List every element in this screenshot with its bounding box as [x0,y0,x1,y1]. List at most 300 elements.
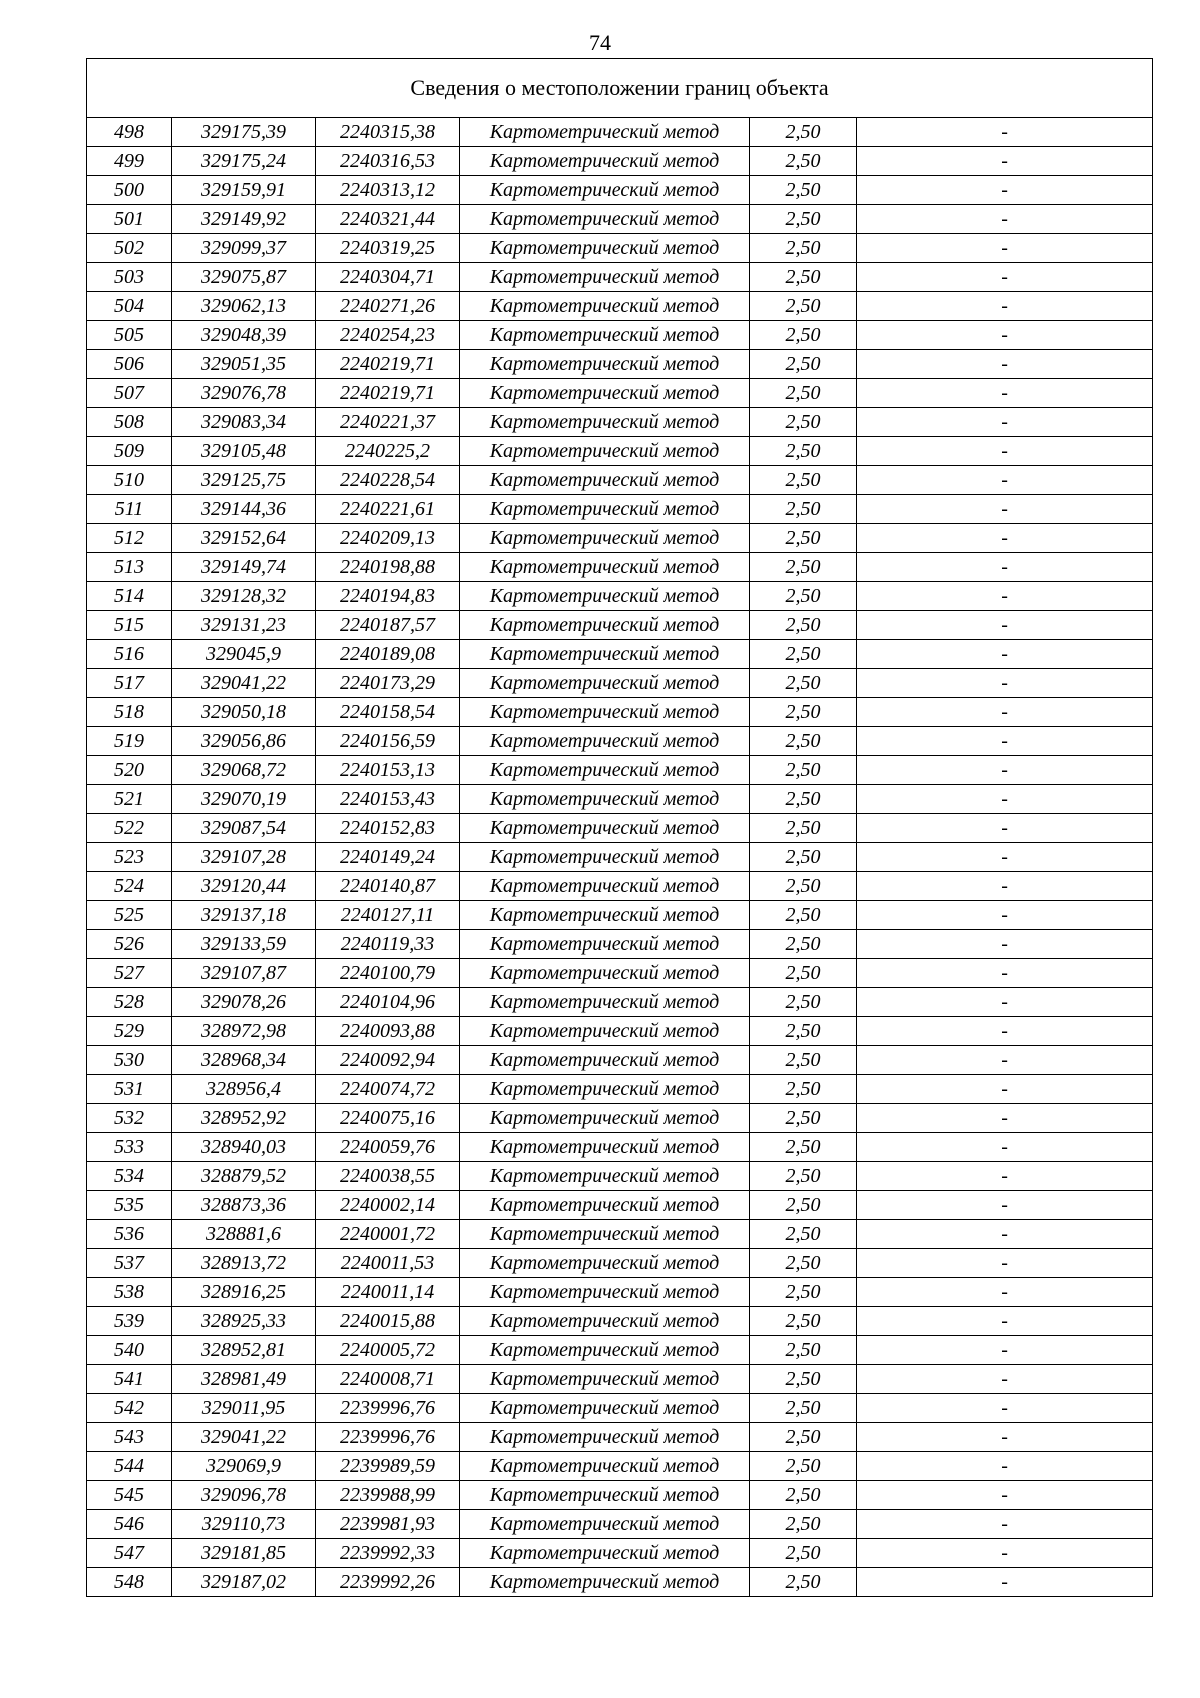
precision-cell: 2,50 [750,1481,857,1510]
description-cell: - [857,1278,1153,1307]
table-row [87,785,1153,814]
description-cell: - [857,495,1153,524]
method-cell: Картометрический метод [460,1394,750,1423]
method-cell: Картометрический метод [460,1568,750,1597]
point-number-cell: 544 [87,1452,172,1481]
description-cell: - [857,1568,1153,1597]
precision-cell: 2,50 [750,669,857,698]
point-number-cell: 517 [87,669,172,698]
precision-cell: 2,50 [750,640,857,669]
x-coordinate-cell: 329045,9 [172,640,316,669]
table-row [87,176,1153,205]
x-coordinate-cell: 329096,78 [172,1481,316,1510]
x-coordinate-cell: 328972,98 [172,1017,316,1046]
y-coordinate-cell: 2240187,57 [316,611,460,640]
y-coordinate-cell: 2240074,72 [316,1075,460,1104]
table-row [87,727,1153,756]
point-number-cell: 546 [87,1510,172,1539]
page-number: 74 [589,30,611,55]
point-number-cell: 503 [87,263,172,292]
precision-cell: 2,50 [750,1162,857,1191]
x-coordinate-cell: 329076,78 [172,379,316,408]
description-cell: - [857,901,1153,930]
description-cell: - [857,205,1153,234]
point-number-cell: 504 [87,292,172,321]
point-number-cell: 511 [87,495,172,524]
y-coordinate-cell: 2240173,29 [316,669,460,698]
description-cell: - [857,1510,1153,1539]
x-coordinate-cell: 329175,24 [172,147,316,176]
description-cell: - [857,872,1153,901]
point-number-cell: 524 [87,872,172,901]
table-row [87,901,1153,930]
table-row [87,553,1153,582]
table-row [87,234,1153,263]
table-row [87,1249,1153,1278]
precision-cell: 2,50 [750,1104,857,1133]
y-coordinate-cell: 2240198,88 [316,553,460,582]
y-coordinate-cell: 2240156,59 [316,727,460,756]
precision-cell: 2,50 [750,176,857,205]
description-cell: - [857,292,1153,321]
description-cell: - [857,379,1153,408]
x-coordinate-cell: 329175,39 [172,118,316,147]
x-coordinate-cell: 328968,34 [172,1046,316,1075]
x-coordinate-cell: 328916,25 [172,1278,316,1307]
method-cell: Картометрический метод [460,640,750,669]
y-coordinate-cell: 2240119,33 [316,930,460,959]
y-coordinate-cell: 2240127,11 [316,901,460,930]
method-cell: Картометрический метод [460,234,750,263]
x-coordinate-cell: 328981,49 [172,1365,316,1394]
point-number-cell: 513 [87,553,172,582]
method-cell: Картометрический метод [460,176,750,205]
x-coordinate-cell: 329105,48 [172,437,316,466]
table-row [87,1336,1153,1365]
boundary-coordinates-table [86,58,1153,1597]
table-row [87,611,1153,640]
precision-cell: 2,50 [750,1220,857,1249]
y-coordinate-cell: 2240075,16 [316,1104,460,1133]
precision-cell: 2,50 [750,118,857,147]
table-row [87,640,1153,669]
method-cell: Картометрический метод [460,292,750,321]
point-number-cell: 522 [87,814,172,843]
description-cell: - [857,814,1153,843]
point-number-cell: 527 [87,959,172,988]
method-cell: Картометрический метод [460,1452,750,1481]
precision-cell: 2,50 [750,205,857,234]
precision-cell: 2,50 [750,1394,857,1423]
y-coordinate-cell: 2240271,26 [316,292,460,321]
point-number-cell: 540 [87,1336,172,1365]
point-number-cell: 509 [87,437,172,466]
method-cell: Картометрический метод [460,1191,750,1220]
x-coordinate-cell: 329131,23 [172,611,316,640]
precision-cell: 2,50 [750,1568,857,1597]
description-cell: - [857,582,1153,611]
precision-cell: 2,50 [750,379,857,408]
precision-cell: 2,50 [750,1249,857,1278]
method-cell: Картометрический метод [460,1336,750,1365]
precision-cell: 2,50 [750,437,857,466]
table-row [87,1394,1153,1423]
y-coordinate-cell: 2240011,14 [316,1278,460,1307]
precision-cell: 2,50 [750,872,857,901]
table-row [87,408,1153,437]
point-number-cell: 500 [87,176,172,205]
table-row [87,843,1153,872]
point-number-cell: 501 [87,205,172,234]
x-coordinate-cell: 329062,13 [172,292,316,321]
precision-cell: 2,50 [750,582,857,611]
precision-cell: 2,50 [750,1423,857,1452]
y-coordinate-cell: 2240008,71 [316,1365,460,1394]
y-coordinate-cell: 2240153,43 [316,785,460,814]
method-cell: Картометрический метод [460,1220,750,1249]
x-coordinate-cell: 328913,72 [172,1249,316,1278]
method-cell: Картометрический метод [460,118,750,147]
x-coordinate-cell: 328879,52 [172,1162,316,1191]
point-number-cell: 521 [87,785,172,814]
x-coordinate-cell: 328940,03 [172,1133,316,1162]
y-coordinate-cell: 2239996,76 [316,1423,460,1452]
description-cell: - [857,698,1153,727]
point-number-cell: 543 [87,1423,172,1452]
description-cell: - [857,785,1153,814]
point-number-cell: 542 [87,1394,172,1423]
x-coordinate-cell: 328952,92 [172,1104,316,1133]
method-cell: Картометрический метод [460,553,750,582]
point-number-cell: 505 [87,321,172,350]
description-cell: - [857,1075,1153,1104]
y-coordinate-cell: 2240219,71 [316,350,460,379]
table-row [87,1423,1153,1452]
precision-cell: 2,50 [750,408,857,437]
x-coordinate-cell: 329041,22 [172,1423,316,1452]
method-cell: Картометрический метод [460,959,750,988]
y-coordinate-cell: 2239988,99 [316,1481,460,1510]
x-coordinate-cell: 328952,81 [172,1336,316,1365]
y-coordinate-cell: 2240005,72 [316,1336,460,1365]
method-cell: Картометрический метод [460,988,750,1017]
y-coordinate-cell: 2240038,55 [316,1162,460,1191]
precision-cell: 2,50 [750,292,857,321]
precision-cell: 2,50 [750,1075,857,1104]
precision-cell: 2,50 [750,843,857,872]
table-row [87,1481,1153,1510]
precision-cell: 2,50 [750,553,857,582]
description-cell: - [857,263,1153,292]
description-cell: - [857,234,1153,263]
table-row [87,959,1153,988]
description-cell: - [857,959,1153,988]
x-coordinate-cell: 329149,74 [172,553,316,582]
method-cell: Картометрический метод [460,814,750,843]
y-coordinate-cell: 2240304,71 [316,263,460,292]
description-cell: - [857,118,1153,147]
table-row [87,1365,1153,1394]
y-coordinate-cell: 2240149,24 [316,843,460,872]
point-number-cell: 499 [87,147,172,176]
y-coordinate-cell: 2240153,13 [316,756,460,785]
point-number-cell: 533 [87,1133,172,1162]
description-cell: - [857,756,1153,785]
point-number-cell: 547 [87,1539,172,1568]
method-cell: Картометрический метод [460,350,750,379]
table-row [87,1307,1153,1336]
x-coordinate-cell: 329011,95 [172,1394,316,1423]
method-cell: Картометрический метод [460,437,750,466]
x-coordinate-cell: 329152,64 [172,524,316,553]
x-coordinate-cell: 329087,54 [172,814,316,843]
description-cell: - [857,611,1153,640]
point-number-cell: 519 [87,727,172,756]
method-cell: Картометрический метод [460,930,750,959]
method-cell: Картометрический метод [460,408,750,437]
table-title: Сведения о местоположении границ объекта [87,59,1153,118]
x-coordinate-cell: 329107,87 [172,959,316,988]
x-coordinate-cell: 329187,02 [172,1568,316,1597]
table-row [87,292,1153,321]
point-number-cell: 545 [87,1481,172,1510]
precision-cell: 2,50 [750,1191,857,1220]
x-coordinate-cell: 329149,92 [172,205,316,234]
precision-cell: 2,50 [750,1046,857,1075]
x-coordinate-cell: 329144,36 [172,495,316,524]
x-coordinate-cell: 329068,72 [172,756,316,785]
precision-cell: 2,50 [750,1336,857,1365]
method-cell: Картометрический метод [460,698,750,727]
precision-cell: 2,50 [750,814,857,843]
description-cell: - [857,1191,1153,1220]
y-coordinate-cell: 2239992,26 [316,1568,460,1597]
method-cell: Картометрический метод [460,1307,750,1336]
method-cell: Картометрический метод [460,611,750,640]
method-cell: Картометрический метод [460,1249,750,1278]
table-row [87,1075,1153,1104]
method-cell: Картометрический метод [460,1104,750,1133]
point-number-cell: 523 [87,843,172,872]
description-cell: - [857,553,1153,582]
x-coordinate-cell: 329137,18 [172,901,316,930]
precision-cell: 2,50 [750,466,857,495]
y-coordinate-cell: 2239992,33 [316,1539,460,1568]
y-coordinate-cell: 2240158,54 [316,698,460,727]
point-number-cell: 507 [87,379,172,408]
precision-cell: 2,50 [750,727,857,756]
precision-cell: 2,50 [750,1510,857,1539]
precision-cell: 2,50 [750,1307,857,1336]
point-number-cell: 506 [87,350,172,379]
table-row [87,698,1153,727]
y-coordinate-cell: 2240001,72 [316,1220,460,1249]
description-cell: - [857,437,1153,466]
y-coordinate-cell: 2240194,83 [316,582,460,611]
x-coordinate-cell: 328881,6 [172,1220,316,1249]
y-coordinate-cell: 2240104,96 [316,988,460,1017]
y-coordinate-cell: 2240152,83 [316,814,460,843]
point-number-cell: 539 [87,1307,172,1336]
y-coordinate-cell: 2240093,88 [316,1017,460,1046]
point-number-cell: 538 [87,1278,172,1307]
description-cell: - [857,1394,1153,1423]
y-coordinate-cell: 2240059,76 [316,1133,460,1162]
description-cell: - [857,1133,1153,1162]
y-coordinate-cell: 2240319,25 [316,234,460,263]
table-row [87,930,1153,959]
description-cell: - [857,988,1153,1017]
description-cell: - [857,1481,1153,1510]
y-coordinate-cell: 2240219,71 [316,379,460,408]
point-number-cell: 536 [87,1220,172,1249]
y-coordinate-cell: 2240254,23 [316,321,460,350]
point-number-cell: 537 [87,1249,172,1278]
x-coordinate-cell: 329048,39 [172,321,316,350]
description-cell: - [857,669,1153,698]
description-cell: - [857,727,1153,756]
table-row [87,495,1153,524]
description-cell: - [857,1336,1153,1365]
description-cell: - [857,930,1153,959]
table-row [87,1046,1153,1075]
x-coordinate-cell: 329051,35 [172,350,316,379]
precision-cell: 2,50 [750,1539,857,1568]
precision-cell: 2,50 [750,263,857,292]
point-number-cell: 529 [87,1017,172,1046]
description-cell: - [857,1365,1153,1394]
table-row [87,524,1153,553]
description-cell: - [857,1104,1153,1133]
point-number-cell: 520 [87,756,172,785]
method-cell: Картометрический метод [460,495,750,524]
method-cell: Картометрический метод [460,1539,750,1568]
description-cell: - [857,524,1153,553]
method-cell: Картометрический метод [460,1423,750,1452]
y-coordinate-cell: 2239989,59 [316,1452,460,1481]
table-row [87,1191,1153,1220]
x-coordinate-cell: 329128,32 [172,582,316,611]
x-coordinate-cell: 329120,44 [172,872,316,901]
y-coordinate-cell: 2240221,37 [316,408,460,437]
description-cell: - [857,1017,1153,1046]
method-cell: Картометрический метод [460,205,750,234]
description-cell: - [857,1220,1153,1249]
precision-cell: 2,50 [750,350,857,379]
point-number-cell: 515 [87,611,172,640]
table-row [87,1568,1153,1597]
method-cell: Картометрический метод [460,756,750,785]
y-coordinate-cell: 2240100,79 [316,959,460,988]
y-coordinate-cell: 2240092,94 [316,1046,460,1075]
description-cell: - [857,1046,1153,1075]
method-cell: Картометрический метод [460,727,750,756]
x-coordinate-cell: 329075,87 [172,263,316,292]
x-coordinate-cell: 329181,85 [172,1539,316,1568]
y-coordinate-cell: 2240189,08 [316,640,460,669]
description-cell: - [857,176,1153,205]
method-cell: Картометрический метод [460,1017,750,1046]
description-cell: - [857,350,1153,379]
method-cell: Картометрический метод [460,321,750,350]
y-coordinate-cell: 2240225,2 [316,437,460,466]
x-coordinate-cell: 329159,91 [172,176,316,205]
table-row [87,263,1153,292]
x-coordinate-cell: 329133,59 [172,930,316,959]
precision-cell: 2,50 [750,147,857,176]
table-row [87,466,1153,495]
description-cell: - [857,1423,1153,1452]
description-cell: - [857,466,1153,495]
method-cell: Картометрический метод [460,1075,750,1104]
point-number-cell: 514 [87,582,172,611]
x-coordinate-cell: 329069,9 [172,1452,316,1481]
table-row [87,118,1153,147]
y-coordinate-cell: 2240321,44 [316,205,460,234]
method-cell: Картометрический метод [460,872,750,901]
table-row [87,1539,1153,1568]
method-cell: Картометрический метод [460,379,750,408]
point-number-cell: 531 [87,1075,172,1104]
table-row [87,1452,1153,1481]
point-number-cell: 498 [87,118,172,147]
precision-cell: 2,50 [750,1365,857,1394]
table-row [87,1133,1153,1162]
method-cell: Картометрический метод [460,582,750,611]
point-number-cell: 534 [87,1162,172,1191]
point-number-cell: 516 [87,640,172,669]
y-coordinate-cell: 2240209,13 [316,524,460,553]
point-number-cell: 535 [87,1191,172,1220]
table-row [87,669,1153,698]
description-cell: - [857,147,1153,176]
precision-cell: 2,50 [750,1452,857,1481]
x-coordinate-cell: 328925,33 [172,1307,316,1336]
precision-cell: 2,50 [750,785,857,814]
method-cell: Картометрический метод [460,524,750,553]
precision-cell: 2,50 [750,1133,857,1162]
precision-cell: 2,50 [750,524,857,553]
method-cell: Картометрический метод [460,669,750,698]
y-coordinate-cell: 2240011,53 [316,1249,460,1278]
y-coordinate-cell: 2240002,14 [316,1191,460,1220]
precision-cell: 2,50 [750,988,857,1017]
method-cell: Картометрический метод [460,1510,750,1539]
x-coordinate-cell: 329056,86 [172,727,316,756]
precision-cell: 2,50 [750,495,857,524]
x-coordinate-cell: 329078,26 [172,988,316,1017]
method-cell: Картометрический метод [460,1162,750,1191]
precision-cell: 2,50 [750,1278,857,1307]
point-number-cell: 526 [87,930,172,959]
table-row [87,437,1153,466]
precision-cell: 2,50 [750,234,857,263]
x-coordinate-cell: 329107,28 [172,843,316,872]
point-number-cell: 548 [87,1568,172,1597]
precision-cell: 2,50 [750,959,857,988]
method-cell: Картометрический метод [460,1365,750,1394]
table-row [87,814,1153,843]
y-coordinate-cell: 2240316,53 [316,147,460,176]
table-row [87,1162,1153,1191]
x-coordinate-cell: 329110,73 [172,1510,316,1539]
table-row [87,872,1153,901]
point-number-cell: 512 [87,524,172,553]
table-row [87,379,1153,408]
y-coordinate-cell: 2240221,61 [316,495,460,524]
point-number-cell: 541 [87,1365,172,1394]
precision-cell: 2,50 [750,1017,857,1046]
